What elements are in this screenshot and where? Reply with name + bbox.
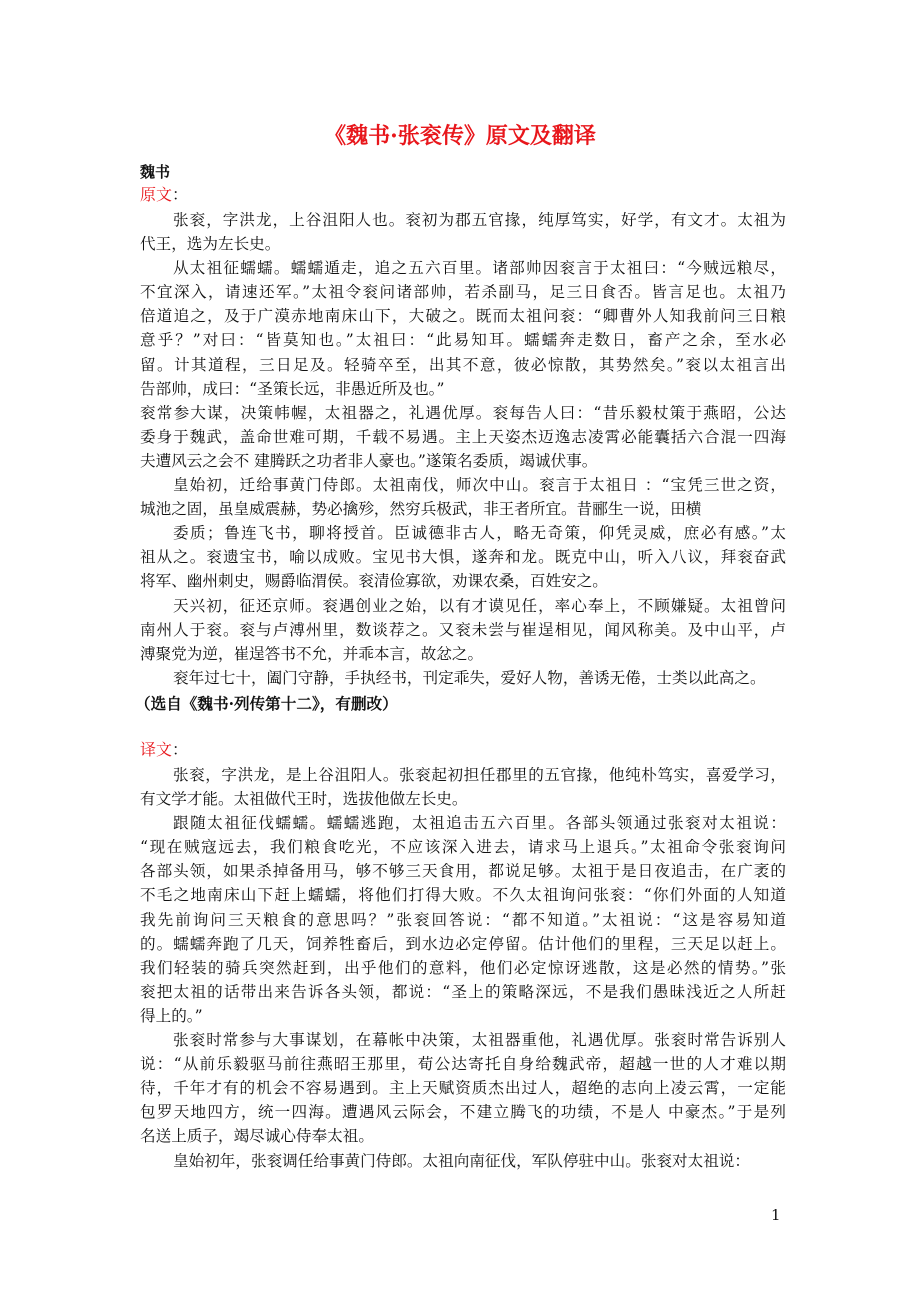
original-text-body <box>140 208 786 690</box>
translation-label <box>140 739 188 761</box>
original-text-label <box>140 184 188 206</box>
translation-text-line: 说：“从前乐毅驱马前往燕昭王那里，荀公达寄托自身给魏武帝，超越一世的人才难以期 <box>140 1055 786 1074</box>
translation-label-text: 译文 <box>140 740 173 759</box>
original-label-text: 原文 <box>140 185 173 204</box>
original-text-line: 城池之固，虽皇威震赫，势必擒殄，然穷兵极武，非王者所宜。昔郦生一说，田横 <box>140 500 702 519</box>
translation-text-line: 的。蠕蠕奔跑了几天，饲养牲畜后，到水边必定停留。估计他们的里程，三天足以赶上。 <box>140 934 786 953</box>
original-text-line: 告部帅，成曰：“圣策长远，非愚近所及也。” <box>140 379 445 398</box>
original-text-line: 委质；鲁连飞书，聊将授首。臣诚德非古人，略无奇策，仰凭灵威，庶必有感。”太 <box>173 524 786 543</box>
original-text-line: 溥聚党为逆，崔逞答书不允，并乖本言，故忿之。 <box>140 644 484 663</box>
original-text-line: 衮常参大谋，决策帏幄，太祖器之，礼遇优厚。衮每告人曰：“昔乐毅杖策于燕昭，公达 <box>140 403 786 422</box>
translation-text-line: “现在贼寇远去，我们粮食吃光，不应该深入进去，请求马上退兵。”太祖命令张衮询问 <box>140 838 786 857</box>
translation-text-line: 名送上质子，竭尽诚心侍奉太祖。 <box>140 1127 374 1146</box>
original-text-line: 留。计其道程，三日足及。轻骑卒至，出其不意，彼必惊散，其势然矣。”衮以太祖言出 <box>140 355 786 374</box>
translation-text-line: 我们轻装的骑兵突然赶到，出乎他们的意料，他们必定惊讶逃散，这是必然的情势。”张 <box>140 958 786 977</box>
translation-text-line: 衮把太祖的话带出来告诉各头领，都说：“圣上的策略深远，不是我们愚昧浅近之人所赶 <box>140 982 786 1001</box>
original-text-line: 从太祖征蠕蠕。蠕蠕遁走，追之五六百里。诸部帅因衮言于太祖曰：“今贼远粮尽， <box>173 259 786 278</box>
translation-text-line: 张衮时常参与大事谋划，在幕帐中决策，太祖器重他，礼遇优厚。张衮时常告诉别人 <box>173 1031 786 1050</box>
original-text-line: 衮年过七十，阖门守静，手执经书，刊定乖失，爱好人物，善诱无倦，士类以此高之。 <box>173 668 766 687</box>
translation-text-line: 我先前询问三天粮食的意思吗？”张衮回答说：“都不知道。”太祖说：“这是容易知道 <box>140 910 786 929</box>
page-number: 1 <box>771 1206 781 1224</box>
translation-text-line: 不毛之地南床山下赶上蠕蠕，将他们打得大败。不久太祖询问张衮：“你们外面的人知道 <box>140 886 786 905</box>
translation-text-line: 跟随太祖征伐蠕蠕。蠕蠕逃跑，太祖追击五六百里。各部头领通过张衮对太祖说： <box>173 814 786 833</box>
document-title: 《魏书·张衮传》原文及翻译 <box>324 123 596 149</box>
original-text-line: 代王，选为左长史。 <box>140 235 281 254</box>
original-text-line: 天兴初，征还京师。衮遇创业之始，以有才谟见任，率心奉上，不顾嫌疑。太祖曾问 <box>173 596 786 615</box>
original-text-line: 不宜深入，请速还军。”太祖令衮问诸部帅，若杀副马，足三日食否。皆言足也。太祖乃 <box>140 283 786 302</box>
original-text-line: 皇始初，迁给事黄门侍郎。太祖南伐，师次中山。衮言于太祖日 ：“宝凭三世之资， <box>173 476 786 495</box>
translation-text-line: 有文学才能。太祖做代王时，选拔他做左长史。 <box>140 790 468 809</box>
translation-text-line: 包罗天地四方，统一四海。遭遇风云际会，不建立腾飞的功绩，不是人 中豪杰。”于是列 <box>140 1103 786 1122</box>
original-text-line: 将军、幽州刺史，赐爵临渭侯。衮清俭寡欲，劝课农桑，百姓安之。 <box>140 572 608 591</box>
original-text-line: 祖从之。衮遗宝书，喻以成败。宝见书大惧，遂奔和龙。既克中山，听入八议，拜衮奋武 <box>140 548 786 567</box>
translation-label-colon: ： <box>172 740 189 759</box>
source-citation: （选自《魏书·列传第十二》，有删改） <box>135 694 398 713</box>
original-text-line: 夫遭风云之会不 建腾跃之功者非人豪也。”遂策名委质，竭诚伏事。 <box>140 451 598 470</box>
translation-text-line: 待，千年才有的机会不容易遇到。主上天赋资质杰出过人，超绝的志向上凌云霄，一定能 <box>140 1079 786 1098</box>
original-label-colon: ： <box>172 185 189 204</box>
original-text-line: 意乎？”对曰：“皆莫知也。”太祖曰：“此易知耳。蠕蠕奔走数日，畜产之余，至水必 <box>140 331 786 350</box>
translation-text-line: 得上的。” <box>140 1006 203 1025</box>
book-heading: 魏书 <box>140 163 171 181</box>
translation-text-line: 皇始初年，张衮调任给事黄门侍郎。太祖向南征伐，军队停驻中山。张衮对太祖说： <box>173 1151 750 1170</box>
original-text-line: 委身于魏武，盖命世难可期，千载不易遇。主上天姿杰迈逸志凌霄必能囊括六合混一四海 <box>140 427 786 446</box>
translation-text-line: 张衮，字洪龙，是上谷沮阳人。张衮起初担任郡里的五官掾，他纯朴笃实，喜爱学习， <box>173 766 786 784</box>
original-text-line: 张衮，字洪龙，上谷沮阳人也。衮初为郡五官掾，纯厚笃实，好学，有文才。太祖为 <box>173 211 786 229</box>
original-text-line: 倍道追之，及于广漠赤地南床山下，大破之。既而太祖问衮：“卿曹外人知我前问三日粮 <box>140 307 786 326</box>
translation-body <box>140 763 786 1173</box>
original-text-line: 南州人于衮。衮与卢溥州里，数谈荐之。又衮未尝与崔逞相见，闻风称美。及中山平，卢 <box>140 620 786 639</box>
translation-text-line: 各部头领，如果杀掉备用马，够不够三天食用，都说足够。太祖于是日夜追击，在广袤的 <box>140 862 786 881</box>
